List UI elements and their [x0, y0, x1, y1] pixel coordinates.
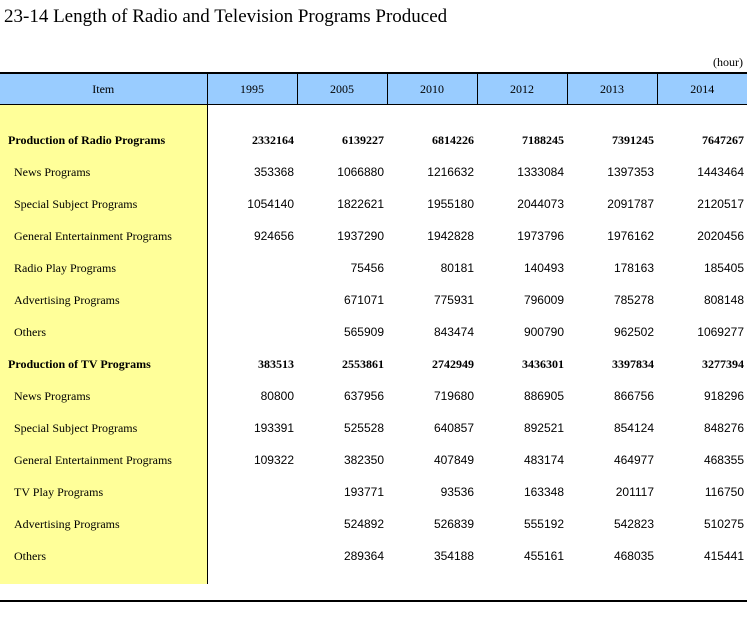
- value-cell: 808148: [703, 293, 744, 307]
- group-row: [0, 348, 747, 380]
- value-cell: 3397834: [612, 356, 654, 371]
- value-cell: 892521: [523, 421, 564, 435]
- value-cell: 2742949: [432, 356, 474, 371]
- row-label: General Entertainment Programs: [0, 220, 207, 252]
- value-cell: 75456: [350, 261, 384, 275]
- tail-row: [0, 572, 747, 584]
- value-cell: 80181: [440, 261, 474, 275]
- table-row: [0, 412, 747, 444]
- value-cell: 900790: [523, 325, 564, 339]
- table-row: [0, 316, 747, 348]
- value-cell: 483174: [523, 453, 564, 467]
- table-row: [0, 476, 747, 508]
- value-cell: 7647267: [702, 132, 744, 147]
- value-cell: 526839: [433, 517, 474, 531]
- value-cell: 542823: [613, 517, 654, 531]
- value-cell: 193391: [253, 421, 294, 435]
- column-header-year: 2013: [567, 73, 657, 105]
- value-cell: 383513: [258, 356, 294, 371]
- header-row: [0, 73, 747, 105]
- table-row: [0, 156, 747, 188]
- value-cell: 289364: [343, 549, 384, 563]
- value-cell: 796009: [523, 293, 564, 307]
- value-cell: 671071: [343, 293, 384, 307]
- value-cell: 962502: [613, 325, 654, 339]
- value-cell: 1942828: [427, 229, 474, 243]
- value-cell: 140493: [523, 261, 564, 275]
- value-cell: 468355: [703, 453, 744, 467]
- row-label: Production of TV Programs: [0, 348, 207, 380]
- value-cell: 1976162: [607, 229, 654, 243]
- value-cell: 163348: [523, 485, 564, 499]
- value-cell: [207, 476, 297, 508]
- table-row: [0, 380, 747, 412]
- row-label: News Programs: [0, 156, 207, 188]
- value-cell: [207, 252, 297, 284]
- value-cell: 109322: [253, 453, 294, 467]
- value-cell: 525528: [343, 421, 384, 435]
- table-bottom-rule: [0, 600, 747, 602]
- table-row: [0, 540, 747, 572]
- row-label: Advertising Programs: [0, 508, 207, 540]
- value-cell: 201117: [615, 485, 654, 499]
- row-label: Radio Play Programs: [0, 252, 207, 284]
- table-row: [0, 508, 747, 540]
- value-cell: 640857: [433, 421, 474, 435]
- value-cell: 785278: [613, 293, 654, 307]
- value-cell: 382350: [343, 453, 384, 467]
- column-header-year: 2010: [387, 73, 477, 105]
- value-cell: 2044073: [517, 197, 564, 211]
- value-cell: 7391245: [612, 132, 654, 147]
- value-cell: 719680: [433, 389, 474, 403]
- value-cell: 6139227: [342, 132, 384, 147]
- row-label: Special Subject Programs: [0, 412, 207, 444]
- column-header-year: 2012: [477, 73, 567, 105]
- value-cell: 555192: [523, 517, 564, 531]
- table-row: [0, 284, 747, 316]
- row-label: Production of Radio Programs: [0, 124, 207, 156]
- row-label: TV Play Programs: [0, 476, 207, 508]
- value-cell: 1054140: [247, 197, 294, 211]
- row-label: Advertising Programs: [0, 284, 207, 316]
- column-header-year: 1995: [207, 73, 297, 105]
- table-body: [0, 105, 747, 585]
- value-cell: 116750: [704, 485, 744, 499]
- column-header-year: 2005: [297, 73, 387, 105]
- value-cell: 193771: [343, 485, 384, 499]
- value-cell: 468035: [613, 549, 654, 563]
- group-row: [0, 124, 747, 156]
- table-row: [0, 252, 747, 284]
- value-cell: 407849: [433, 453, 474, 467]
- value-cell: 354188: [433, 549, 474, 563]
- value-cell: 2020456: [697, 229, 744, 243]
- value-cell: 464977: [613, 453, 654, 467]
- value-cell: 2091787: [607, 197, 654, 211]
- value-cell: [207, 284, 297, 316]
- value-cell: 1937290: [337, 229, 384, 243]
- column-header-item: Item: [0, 73, 207, 105]
- value-cell: 854124: [613, 421, 654, 435]
- row-label: Others: [0, 316, 207, 348]
- value-cell: 848276: [703, 421, 744, 435]
- unit-label: (hour): [713, 55, 743, 69]
- value-cell: 1973796: [517, 229, 564, 243]
- value-cell: 924656: [253, 229, 294, 243]
- value-cell: 1066880: [337, 165, 384, 179]
- value-cell: 93536: [440, 485, 474, 499]
- row-label: Special Subject Programs: [0, 188, 207, 220]
- value-cell: 1443464: [697, 165, 744, 179]
- value-cell: 1955180: [427, 197, 474, 211]
- value-cell: 565909: [343, 325, 384, 339]
- table-row: [0, 444, 747, 476]
- value-cell: 353368: [253, 165, 294, 179]
- value-cell: [207, 508, 297, 540]
- value-cell: 886905: [523, 389, 564, 403]
- table-row: [0, 188, 747, 220]
- value-cell: 637956: [343, 389, 384, 403]
- value-cell: [207, 316, 297, 348]
- value-cell: 1822621: [337, 197, 384, 211]
- column-header-year: 2014: [657, 73, 747, 105]
- value-cell: [207, 540, 297, 572]
- value-cell: 775931: [433, 293, 474, 307]
- row-label: News Programs: [0, 380, 207, 412]
- table-row: [0, 220, 747, 252]
- value-cell: 2332164: [252, 132, 294, 147]
- row-label: General Entertainment Programs: [0, 444, 207, 476]
- page-title: 23-14 Length of Radio and Television Programs Produced: [4, 6, 448, 27]
- value-cell: 1397353: [607, 165, 654, 179]
- row-label: Others: [0, 540, 207, 572]
- value-cell: 2120517: [697, 197, 744, 211]
- value-cell: 178163: [613, 261, 654, 275]
- value-cell: 185405: [703, 261, 744, 275]
- value-cell: 3436301: [522, 356, 564, 371]
- value-cell: 866756: [613, 389, 654, 403]
- value-cell: 524892: [343, 517, 384, 531]
- value-cell: 1216632: [427, 165, 474, 179]
- value-cell: 7188245: [522, 132, 564, 147]
- value-cell: 2553861: [342, 356, 384, 371]
- value-cell: 3277394: [702, 356, 744, 371]
- value-cell: 1069277: [697, 325, 744, 339]
- value-cell: 843474: [433, 325, 474, 339]
- data-table: [0, 72, 747, 584]
- value-cell: 80800: [260, 389, 294, 403]
- value-cell: 510275: [703, 517, 744, 531]
- value-cell: 1333084: [517, 165, 564, 179]
- spacer-row: [0, 105, 747, 125]
- value-cell: 918296: [703, 389, 744, 403]
- value-cell: 6814226: [432, 132, 474, 147]
- value-cell: 455161: [523, 549, 564, 563]
- value-cell: 415441: [703, 549, 744, 563]
